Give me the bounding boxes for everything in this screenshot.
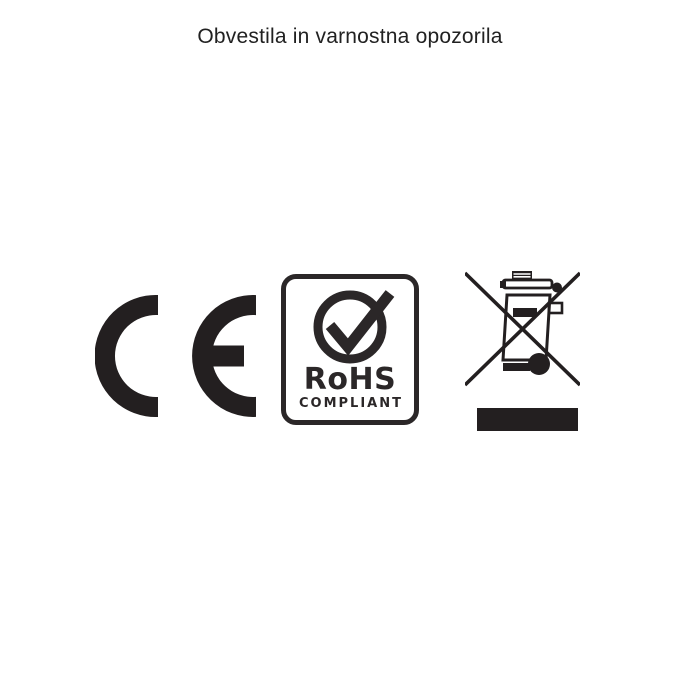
weee-mark [465,270,580,432]
rohs-compliant-label: COMPLIANT [299,396,403,411]
check-circle-icon [286,279,414,374]
rohs-badge [281,274,419,425]
ce-mark [95,295,257,417]
crossed-out-wheelie-bin-icon [465,270,580,432]
rohs-label: RoHS [303,362,397,397]
page-title: Obvestila in varnostna opozorila [197,25,503,48]
ce-mark-icon [95,295,257,417]
